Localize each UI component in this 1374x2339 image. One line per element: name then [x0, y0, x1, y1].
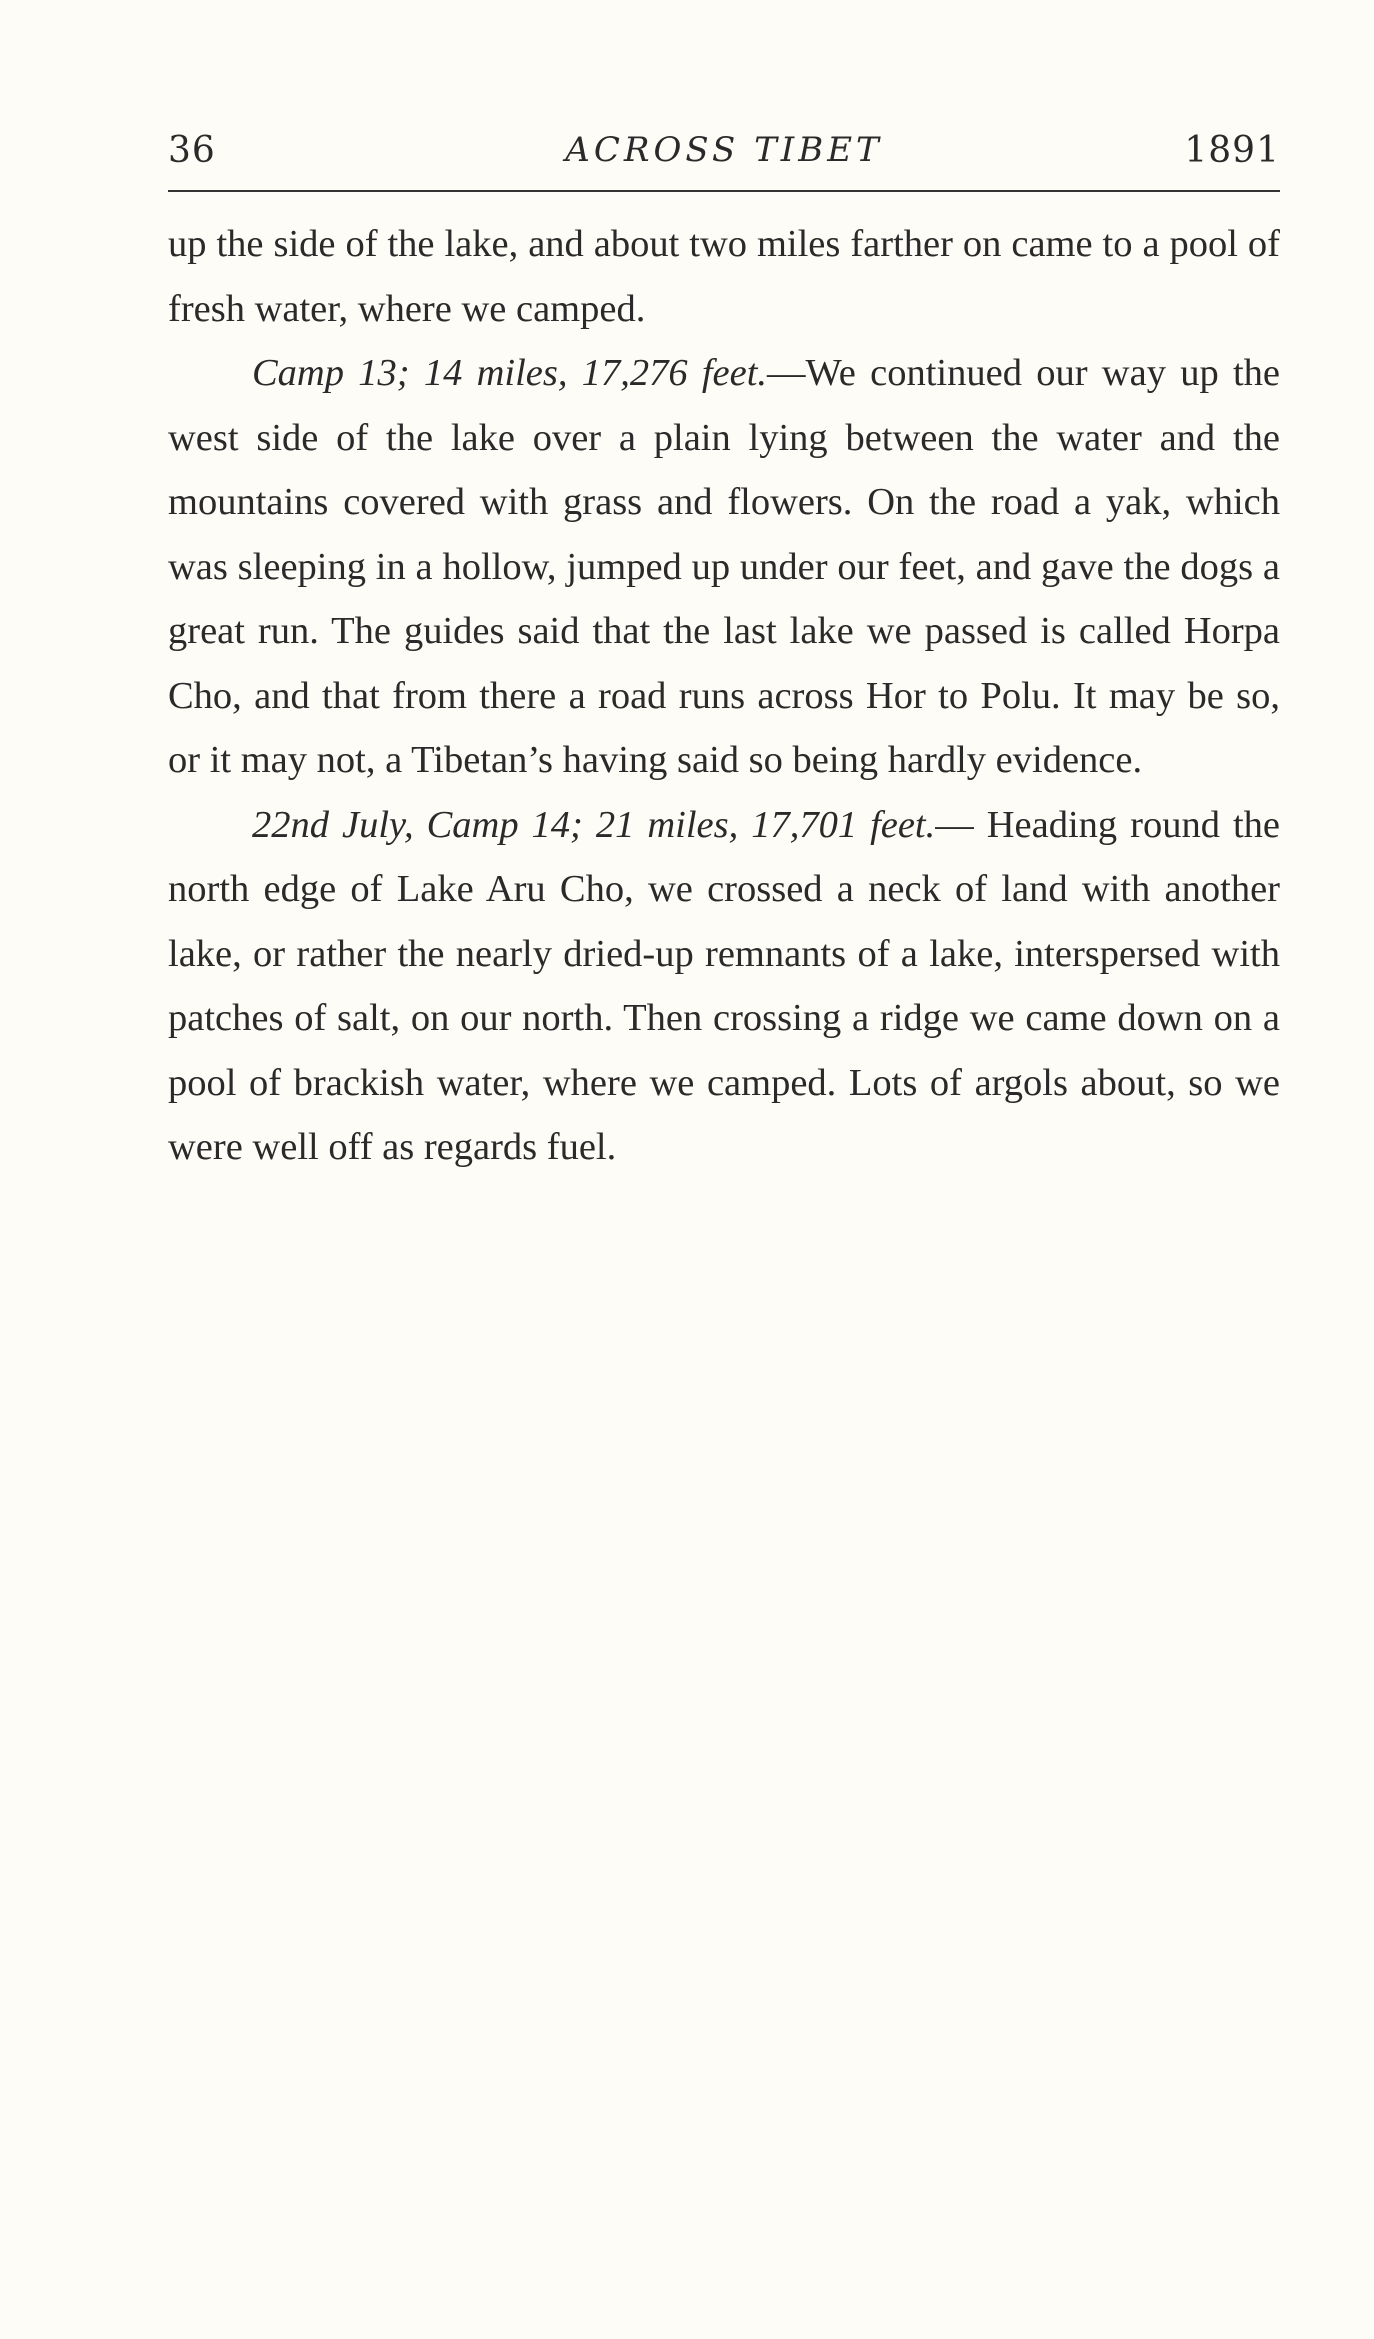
- paragraph: [168, 212, 1280, 341]
- header-rule: [168, 190, 1280, 192]
- entry-heading: 22nd July, Camp 14; 21 miles, 17,701 feet.: [252, 803, 936, 846]
- running-title: ACROSS TIBET: [565, 130, 883, 170]
- paragraph: [168, 793, 1280, 1180]
- entry-heading: Camp 13; 14 miles, 17,276 feet.: [252, 352, 768, 394]
- body-text: [168, 212, 1280, 1180]
- paragraph-text: —We continued our way up the west side of the lake over a plain lying between the water and the mountains covered with grass and flowers. On the road a yak, which was sleeping in a hollow, jumped up under our feet, and gave the dogs a great run. The guides said that the last lake we passed is called Horpa Cho, and that from there a road runs across Hor to Polu. It may be so, or it may not, a Tibetan’s having said so being hardly evidence.: [168, 352, 1280, 781]
- paragraph-text: up the side of the lake, and about two miles farther on came to a pool of fresh water, where we camped.: [168, 223, 1280, 330]
- header-year: 1891: [1184, 130, 1280, 171]
- page-header: [168, 130, 1280, 190]
- page-number: 36: [168, 130, 216, 171]
- paragraph-text: — Heading round the north edge of Lake Aru Cho, we crossed a neck of land with another lake, or rather the nearly dried-up remnants of a lake, interspersed with patches of salt, on our north. Then crossing a ridge we came down on a pool of brackish water, where we camped. Lots of argols about, so we were well off as regards fuel.: [168, 803, 1280, 1168]
- paragraph: [168, 341, 1280, 793]
